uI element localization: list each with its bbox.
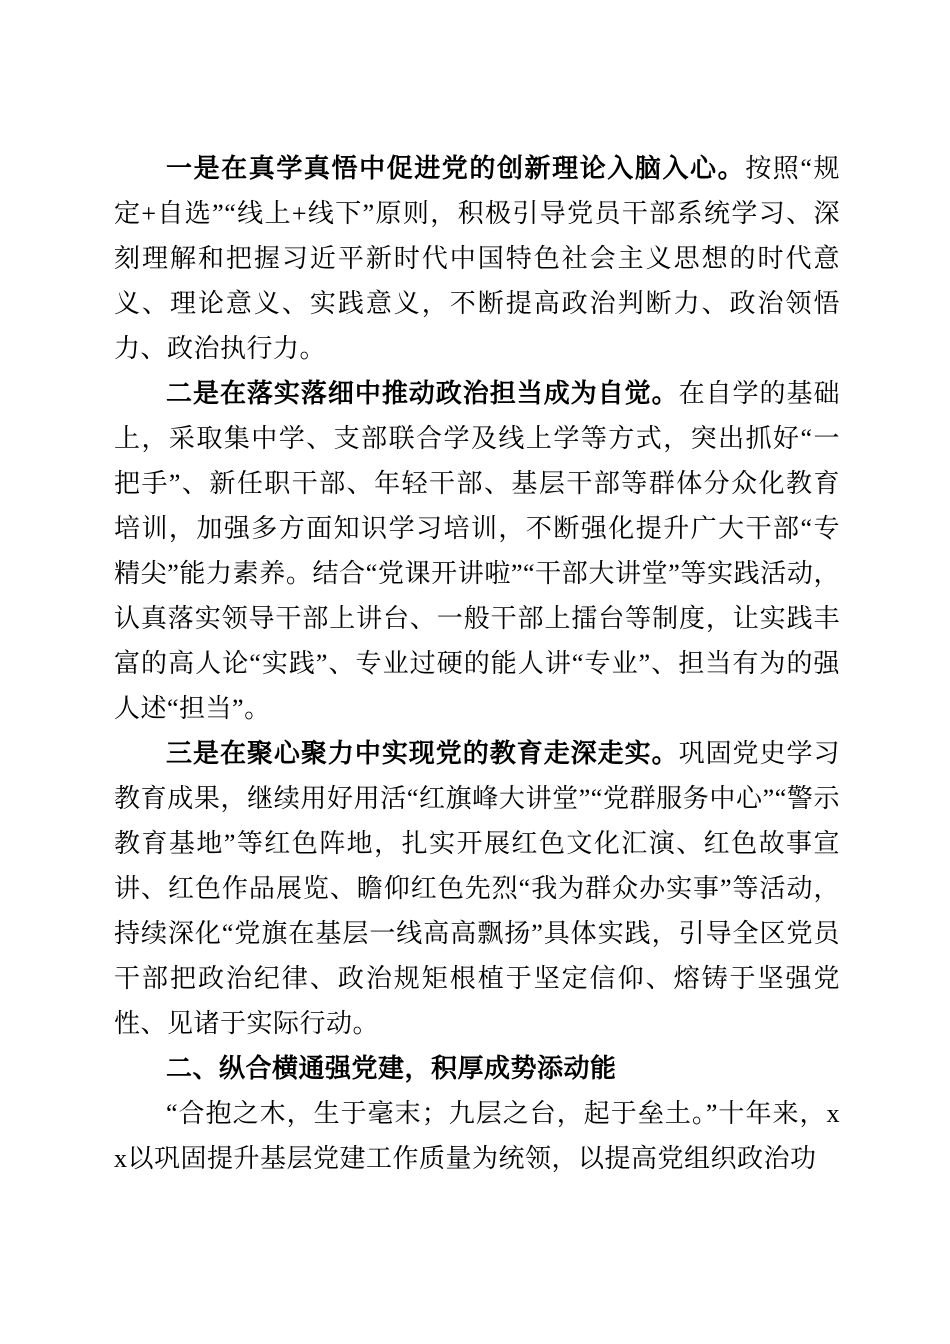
paragraph-2-body: 在自学的基础上，采取集中学、支部联合学及线上学等方式，突出抓好“一把手”、新任职干部、年轻干部、基层干部等群体分众化教育培训，加强多方面知识学习培训，不断强化提升广大干部“专精尖”能力素养。结合“党课开讲啦”“干部大讲堂”等实践活动，认真落实领导干部上讲台、一般干部上擂台等制度，让实践丰富的高人论“实践”、专业过硬的能人讲“专业”、担当有为的强人述“担当”。: [114, 379, 840, 723]
paragraph-3-body: 巩固党史学习教育成果，继续用好用活“红旗峰大讲堂”“党群服务中心”“警示教育基地”等红色阵地，扎实开展红色文化汇演、红色故事宣讲、红色作品展览、瞻仰红色先烈“我为群众办实事”等活动，持续深化“党旗在基层一线高高飘扬”具体实践，引导全区党员干部把政治纪律、政治规矩根植于坚定信仰、熔铸于坚强党性、见诸于实际行动。: [114, 739, 840, 1038]
closing-paragraph: “合抱之木，生于毫末；九层之台，起于垒土。”十年来，xx以巩固提升基层党建工作质量为统领，以提高党组织政治功: [114, 1099, 840, 1173]
paragraph-1: [114, 146, 840, 371]
paragraph-3: [114, 731, 840, 1046]
paragraph-2-lead: 二是在落实落细中推动政治担当成为自觉。: [166, 379, 679, 408]
paragraph-1-body: 按照“规定+自选”“线上+线下”原则，积极引导党员干部系统学习、深刻理解和把握习近平新时代中国特色社会主义思想的时代意义、理论意义、实践意义，不断提高政治判断力、政治领悟力、政治执行力。: [114, 154, 840, 363]
section-heading: 二、纵合横通强党建，积厚成势添动能: [166, 1054, 617, 1083]
paragraph-1-lead: 一是在真学真悟中促进党的创新理论入脑入心。: [166, 154, 746, 183]
paragraph-2: [114, 371, 840, 731]
paragraph-3-lead: 三是在聚心聚力中实现党的教育走深走实。: [166, 739, 679, 768]
